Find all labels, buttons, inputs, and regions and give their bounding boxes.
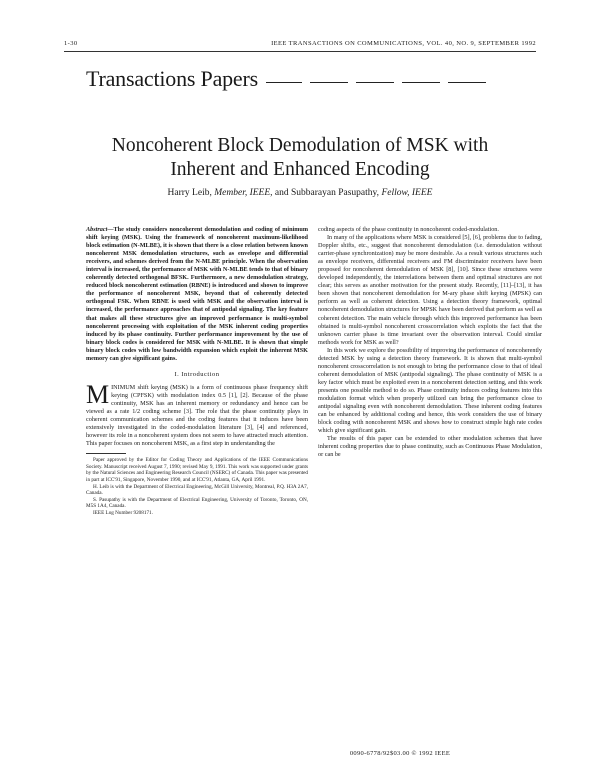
heading-rule: [356, 82, 394, 83]
drop-cap: M: [86, 379, 110, 409]
heading-rule: [310, 82, 348, 83]
footnote-author-2: S. Pasupathy is with the Department of Electrical Engineering, University of Toronto, Toronto, ON, M5S 1A4, Canada.: [86, 496, 308, 510]
author-1-role: Member, IEEE,: [214, 188, 273, 198]
copyright-id: 0090-6778/92$03.00 © 1992 IEEE: [349, 750, 451, 757]
heading-rule: [266, 82, 302, 83]
body-paragraph: In this work we explore the possibility of improving the performance of noncoherently detected MSK by using a detection theory framework. It is shown that multi-symbol noncoherent crosscorrelation is not enough to bring the performance close to that of ideal coherent demodulation of MSK (antipodal signaling). The phase continuity of MSK is a key factor which must be exploited even in a noncoherent detection setting, and this work presents one possible method to do so. Phase continuity induces coding features into this modulation format which when properly utilized can bring the performance close to antipodal signaling even with noncoherent demodulation. These inherent coding features can be enhanced by additional coding and hence, this work considers the use of binary block coding with noncoherent MSK and shows how to construct simple high rate codes which give significant gain.: [318, 346, 542, 435]
section-heading-text: Transactions Papers: [86, 66, 258, 91]
right-column: [318, 226, 542, 459]
author-1-name: Harry Leib,: [167, 188, 212, 198]
footnote-rule: [86, 453, 126, 454]
left-column: [86, 226, 308, 517]
body-paragraph: The results of this paper can be extended to other modulation schemes that have inherent coding properties due to phase continuity, such as Continuous Phase Modulation, or can be: [318, 435, 542, 459]
title-line-1: Noncoherent Block Demodulation of MSK with: [111, 135, 489, 156]
intro-heading: I. Introduction: [174, 370, 220, 378]
page-number: 1-30: [64, 40, 78, 47]
footnote-author-1: H. Leib is with the Department of Electrical Engineering, McGill University, Montreal, P.Q. H3A 2A7, Canada.: [86, 483, 308, 497]
paper-title: [60, 134, 540, 182]
author-2-name: Subbarayan Pasupathy,: [291, 188, 380, 198]
authors: [60, 188, 540, 198]
header-rule: [64, 51, 536, 52]
body-paragraph: coding aspects of the phase continuity in noncoherent coded-modulation.: [318, 226, 499, 233]
title-line-2: Inherent and Enhanced Encoding: [170, 159, 430, 180]
footnote-manuscript: Paper approved by the Editor for Coding Theory and Applications of the IEEE Communications Society. Manuscript received August 7, 1990; revised May 9, 1991. This work was supported under grants by the Natural Sciences and Engineering Research Council (NSERC) of Canada. This paper was presented in part at ICC'91, Singapore, November 1990, and at ICC'91, Atlanta, GA, April 1991.: [86, 457, 308, 483]
author-joiner: and: [274, 188, 289, 198]
intro-paragraph: [86, 379, 308, 448]
intro-paragraph-text: INIMUM shift keying (MSK) is a form of continuous phase frequency shift keying (CPFSK) with modulation index 0.5 [1], [2]. Because of the phase continuity, MSK has an inherent memory or redundancy and hence can be viewed as a rate 1/2 coding scheme [3]. The role that the phase continuity plays in coherent communication schemes and the coding features that it induces have been extensively investigated in the coded-modulation literature [3], [4] and referenced, however its role in a noncoherent system does not seem to have attracted much attention. This paper focuses on noncoherent MSK, as a first step in understanding the: [86, 383, 308, 448]
section-heading: [86, 66, 534, 92]
abstract-text: The study considers noncoherent demodulation and coding of minimum shift keying (MSK). Using the framework of noncoherent maximum-likelihood block estimation (N-MLBE), it is shown that there is a close relation between known noncoherent MSK demodulation structures, such as envelope and differential receivers, and schemes derived from the N-MLBE principle. When the observation interval is increased, the performance of MSK with N-MLBE tends to that of binary coherently detected orthogonal BFSK. Furthermore, a new demodulation strategy, reduced block noncoherent estimation (RBNE) is introduced and shown to improve the performance of noncoherent MSK, beyond that of coherently detected orthogonal FSK. When RBNE is used with MSK and the observation interval is increased, the performance approaches that of antipodal signaling. The key feature that makes all these structures give an improved performance is multi-symbol noncoherent processing with exploitation of the MSK inherent coding properties induced by its phase continuity. Further performance improvement by the use of binary block codes is considered for MSK with N-MLBE. It is shown that simple binary block codes with low bandwidth expansion which exploit the inherent MSK memory can give significant gains.: [86, 226, 308, 362]
heading-rule: [448, 82, 486, 83]
abstract-label: Abstract—: [86, 226, 114, 233]
footnote-log-number: IEEE Log Number 9208171.: [93, 509, 153, 516]
heading-rule: [402, 82, 440, 83]
body-paragraph: In many of the applications where MSK is considered [5], [6], problems due to fading, Doppler shifts, etc., suggest that noncoherent demodulation (i.e. demodulation without carrier-phase synchronization) may be more desirable. As a result various structures such as envelope receivers, differential receivers and FM discriminator receivers have been proposed for noncoherent demodulation of MSK [8], [10]. Since these structures were developed independently, the interrelations between them and optimal structures are not clear; this serves as another motivation for the present study. Recently, [11]–[13], it has been shown that noncoherent demodulation for M-ary phase shift keying (MPSK) can perform as well as coherent detection. Using a detection theory framework, optimal noncoherent demodulation structures for MPSK have been derived that perform as well as coherent detection. The main vehicle through which this improved performance has been obtained is multi-symbol noncoherent crosscorrelation which exploits the fact that the unknown carrier phase is time invariant over the observation interval. Could similar methods work for MSK as well?: [318, 234, 542, 346]
author-2-role: Fellow, IEEE: [381, 188, 433, 198]
abstract: [86, 226, 308, 363]
journal-header: IEEE TRANSACTIONS ON COMMUNICATIONS, VOL. 40, NO. 9, SEPTEMBER 1992: [271, 40, 536, 47]
